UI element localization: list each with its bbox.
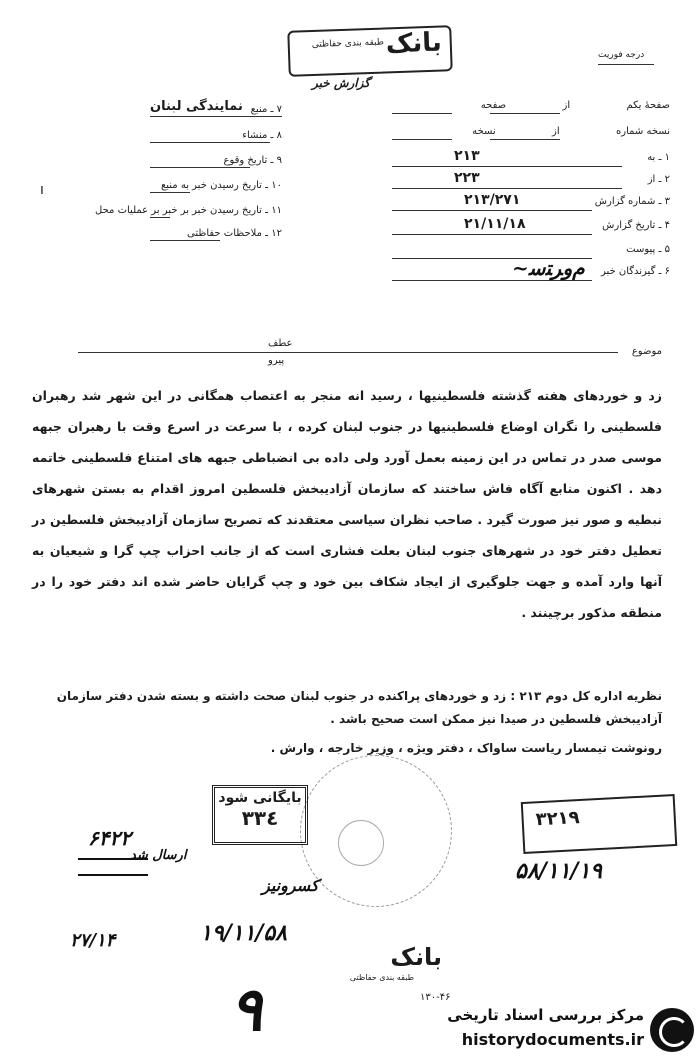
handwritten-number-bottom: ۲۷/۱۴ (70, 930, 116, 951)
from-field-label: ۲ ـ از (647, 174, 670, 185)
handwritten-notes-left: ارسال شد (130, 848, 187, 863)
page-field: صفحهٔ یکم از صفحه (480, 100, 670, 111)
report-date-value: ۲۱/۱۱/۱۸ (464, 216, 526, 232)
right-stamp-value: ۳۲۱۹ (535, 807, 581, 831)
top-classification-stamp (287, 25, 453, 77)
recipients-handwriting: ~ﻡﻭﺮﺘﺳ (512, 256, 585, 280)
body-paragraph-2: نظریه اداره کل دوم ۲۱۳ : زد و خوردهای پراکنده در جنوب لبنان صحت داشته و بسته شدن دفتر سازمان آزادیبخش فلسطین در صیدا نیز ممکن است صحیح باشد . (56, 689, 662, 726)
from-field-value: ۲۲۳ (454, 170, 480, 186)
margin-mark: ı (40, 182, 44, 198)
stamp-top-text: بانک (385, 27, 443, 60)
logo-persian-text: مرکز بررسی اسناد تاریخی (447, 1006, 644, 1024)
bottom-classification-stamp (292, 943, 442, 983)
to-field-value: ۲۱۳ (454, 148, 480, 164)
faint-seal-center (338, 820, 384, 866)
news-to-ops-label: ۱۱ ـ تاریخ رسیدن خبر بر خبر بر عملیات محل (95, 205, 282, 216)
handwritten-note-mid: کسرونیز (262, 876, 319, 895)
footer-stamp-small: طبقه بندی حفاظتی (349, 973, 414, 982)
event-date-label: ۹ ـ تاریخ وقوع (223, 155, 282, 166)
body-paragraph-3: رونوشت تیمسار ریاست ساواک ، دفتر ویژه ، وزیر خارجه ، وارش . (270, 741, 662, 755)
right-stamp (521, 794, 678, 854)
logo-english-text: historydocuments.ir (461, 1030, 644, 1049)
archive-label: بایگانی شود (218, 790, 302, 806)
security-notes-label: ۱۲ ـ ملاحظات حفاظتی (187, 228, 282, 239)
handwritten-date-mid: ۱۹/۱۱/۵۸ (200, 920, 287, 946)
source-value: نمایندگی لبنان (150, 99, 243, 114)
degree-line (598, 64, 654, 65)
history-documents-logo (392, 1004, 700, 1058)
archive-stamp (212, 785, 308, 845)
to-field-label: ۱ ـ به (647, 152, 670, 163)
origin-label: ۸ ـ منشاء (242, 130, 282, 141)
body-paragraph-1: زد و خوردهای هفته گذشته فلسطینیها ، رسید انه منجر به اعتصاب همگانی در این شهر شد رهبران فلسطینی را نگران اوضاع فلسطینیها در جنوب لبنان کرده ، با سرعت در اسرع وقت با رهبران جبهه موسی صدر در تماس در این زمینه بعمل آورد ولی داده بی انضباطی جبهه های امتناع فلسطینی خاتمه دهد . اکنون منابع آگاه فاش ساختند که سازمان آزادیبخش فلسطین امروز اقدام به بستن شهرهای نبطیه و صور نیز صورت گیرد . صاحب نظران سیاسی معتقدند که تصریح سازمان آزادیبخش فلسطین در تعطیل دفتر خود در شهرهای جنوب لبنان بعلت فشاری است که از جانب احزاب چپ گرا و شیعیان به آنها وارد آمده و جهت جلوگیری از ایجاد شکاف بین خود و چپ گرایان حاضر شده اند دفتر خود را در منطقه مذکور برچینند . (32, 388, 662, 620)
report-number-label: ۳ ـ شماره گزارش (594, 196, 670, 207)
subject-label: موضوع (631, 346, 662, 357)
handwritten-number-top: ۶۴۲۲ (88, 826, 131, 850)
recipients-label: ۶ ـ گیرندگان خبر (600, 266, 670, 277)
degree-label: درجه فوریت (598, 50, 645, 60)
source-label: ۷ ـ منبع (250, 104, 282, 115)
handwritten-date-right: ۵۸/۱۱/۱۹ (515, 858, 602, 884)
report-number-value: ۲۱۳/۲۷۱ (464, 192, 521, 208)
archive-number: ۳۳٤ (241, 806, 279, 830)
report-date-label: ۴ ـ تاریخ گزارش (602, 220, 670, 231)
news-to-source-label: ۱۰ ـ تاریخ رسیدن خبر به منبع (160, 180, 282, 191)
follow-label: پیرو (268, 355, 285, 366)
reference-label: عطف (268, 338, 293, 349)
stamp-top-small-text: طبقه بندی حفاظتی (311, 37, 385, 51)
copy-field: نسخه شماره از نسخه (472, 126, 670, 137)
scribble-mark (78, 858, 148, 876)
footer-stamp-text: بانک (390, 943, 442, 971)
signature-mark: ۹ (230, 975, 263, 1045)
report-title: گزارش خبر (312, 76, 370, 90)
attachment-label: ۵ ـ پیوست (626, 244, 670, 255)
logo-icon (650, 1008, 694, 1052)
document-number: ۱۳۰-۴۶ (420, 992, 451, 1003)
